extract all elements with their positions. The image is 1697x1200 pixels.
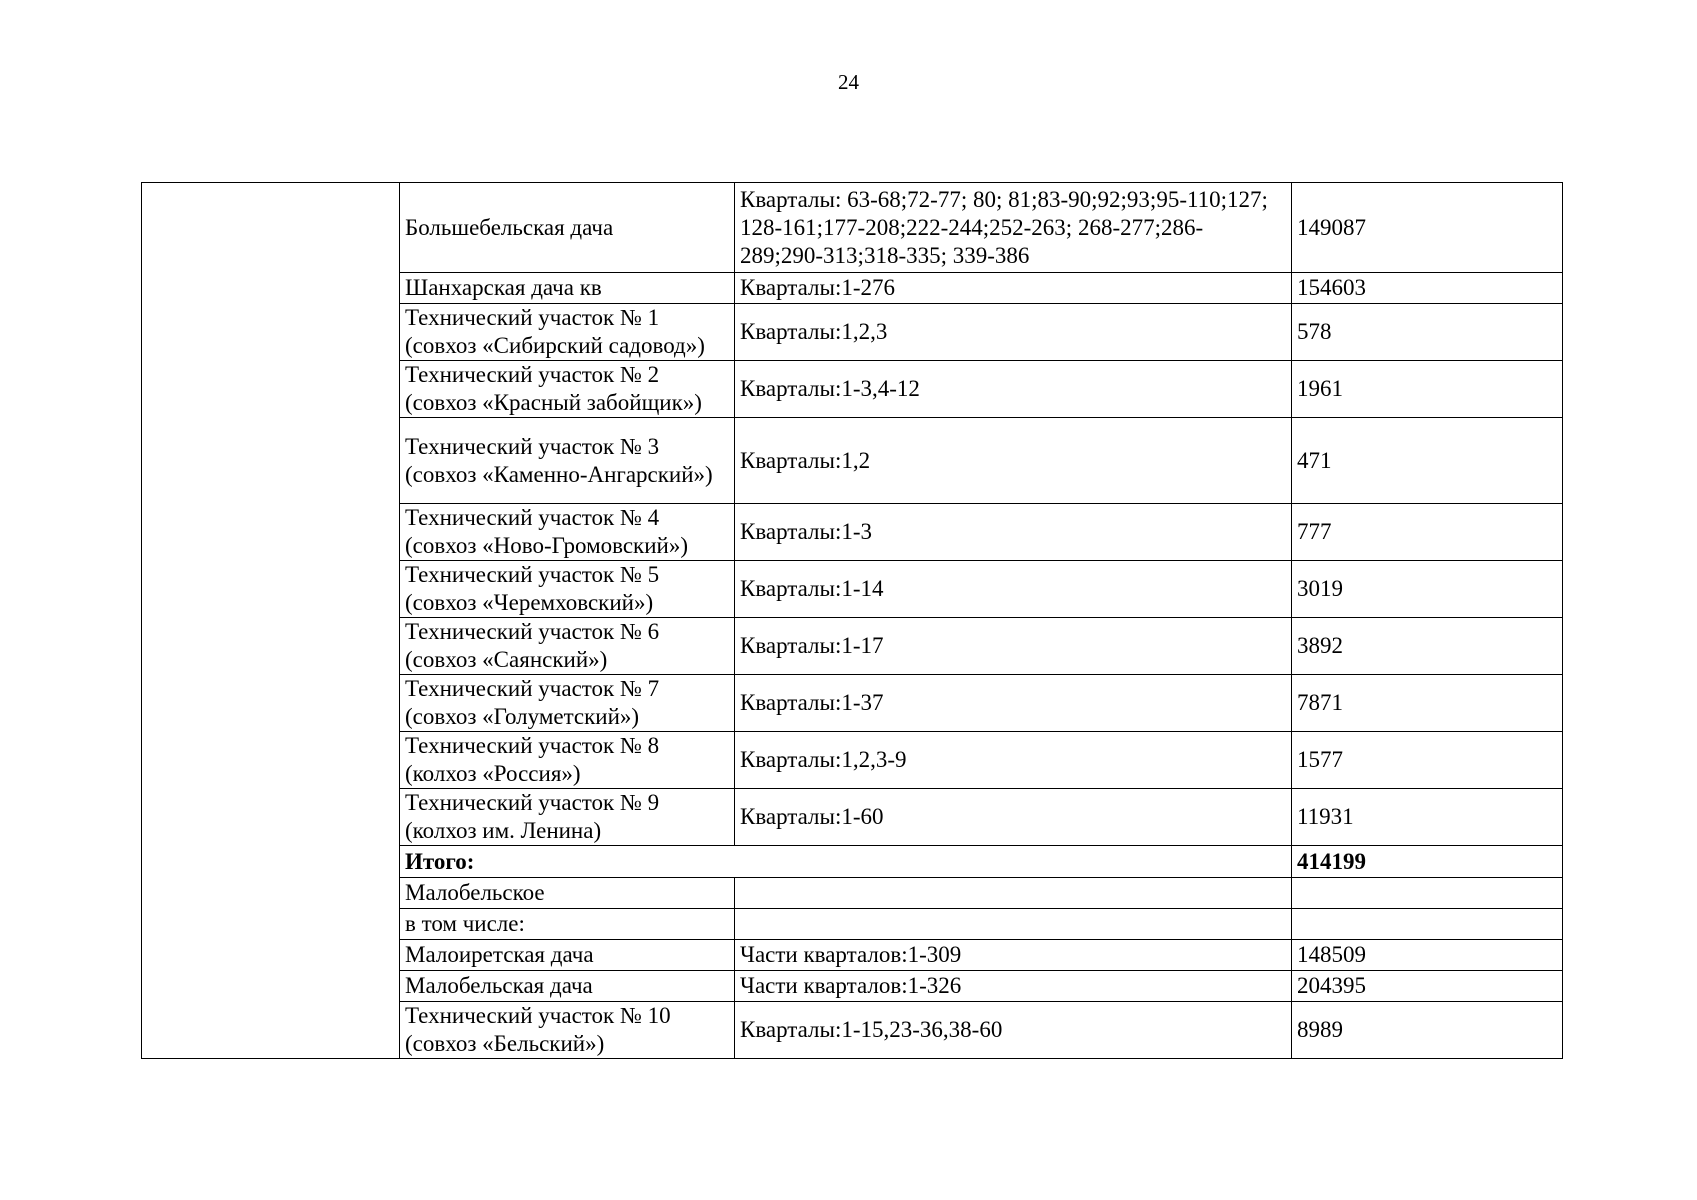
area-cell: 7871 [1292, 675, 1563, 732]
area-cell: 8989 [1292, 1002, 1563, 1059]
forestry-table [141, 182, 1563, 1059]
quarters-cell: Части кварталов:1-309 [735, 940, 1292, 971]
name-cell: Технический участок № 1 (совхоз «Сибирский садовод») [400, 304, 735, 361]
quarters-cell: Кварталы:1,2,3 [735, 304, 1292, 361]
table-row [142, 183, 1563, 273]
quarters-cell: Кварталы: 63-68;72-77; 80; 81;83-90;92;93;95-110;127; 128-161;177-208;222-244;252-263; 268-277;286-289;290-313;318-335; 339-386 [735, 183, 1292, 273]
area-cell: 471 [1292, 418, 1563, 504]
total-label: Итого: [400, 846, 1292, 878]
total-value: 414199 [1292, 846, 1563, 878]
area-cell: 1961 [1292, 361, 1563, 418]
name-cell: Малоиретская дача [400, 940, 735, 971]
quarters-cell: Кварталы:1-276 [735, 273, 1292, 304]
name-cell: Большебельская дача [400, 183, 735, 273]
area-cell: 578 [1292, 304, 1563, 361]
name-cell: Технический участок № 8 (колхоз «Россия») [400, 732, 735, 789]
quarters-cell: Кварталы:1-60 [735, 789, 1292, 846]
area-cell [1292, 878, 1563, 909]
name-cell: Технический участок № 7 (совхоз «Голуметский») [400, 675, 735, 732]
name-cell: Малобельское [400, 878, 735, 909]
name-cell: Технический участок № 6 (совхоз «Саянский») [400, 618, 735, 675]
area-cell [1292, 909, 1563, 940]
quarters-cell [735, 909, 1292, 940]
name-cell: Технический участок № 3 (совхоз «Каменно-Ангарский») [400, 418, 735, 504]
quarters-cell [735, 878, 1292, 909]
name-cell: Технический участок № 10 (совхоз «Бельский») [400, 1002, 735, 1059]
name-cell: Технический участок № 9 (колхоз им. Ленина) [400, 789, 735, 846]
area-cell: 204395 [1292, 971, 1563, 1002]
area-cell: 1577 [1292, 732, 1563, 789]
area-cell: 154603 [1292, 273, 1563, 304]
quarters-cell: Кварталы:1-3 [735, 504, 1292, 561]
name-cell: Технический участок № 2 (совхоз «Красный забойщик») [400, 361, 735, 418]
name-cell: Шанхарская дача кв [400, 273, 735, 304]
area-cell: 149087 [1292, 183, 1563, 273]
page-number: 24 [838, 70, 859, 94]
area-cell: 3892 [1292, 618, 1563, 675]
area-cell: 11931 [1292, 789, 1563, 846]
name-cell: Технический участок № 4 (совхоз «Ново-Громовский») [400, 504, 735, 561]
quarters-cell: Кварталы:1-17 [735, 618, 1292, 675]
quarters-cell: Части кварталов:1-326 [735, 971, 1292, 1002]
quarters-cell: Кварталы:1,2,3-9 [735, 732, 1292, 789]
quarters-cell: Кварталы:1-3,4-12 [735, 361, 1292, 418]
quarters-cell: Кварталы:1,2 [735, 418, 1292, 504]
quarters-cell: Кварталы:1-37 [735, 675, 1292, 732]
name-cell: Технический участок № 5 (совхоз «Черемховский») [400, 561, 735, 618]
quarters-cell: Кварталы:1-15,23-36,38-60 [735, 1002, 1292, 1059]
blank-cell [142, 183, 400, 1059]
area-cell: 777 [1292, 504, 1563, 561]
name-cell: Малобельская дача [400, 971, 735, 1002]
area-cell: 3019 [1292, 561, 1563, 618]
quarters-cell: Кварталы:1-14 [735, 561, 1292, 618]
name-cell: в том числе: [400, 909, 735, 940]
area-cell: 148509 [1292, 940, 1563, 971]
